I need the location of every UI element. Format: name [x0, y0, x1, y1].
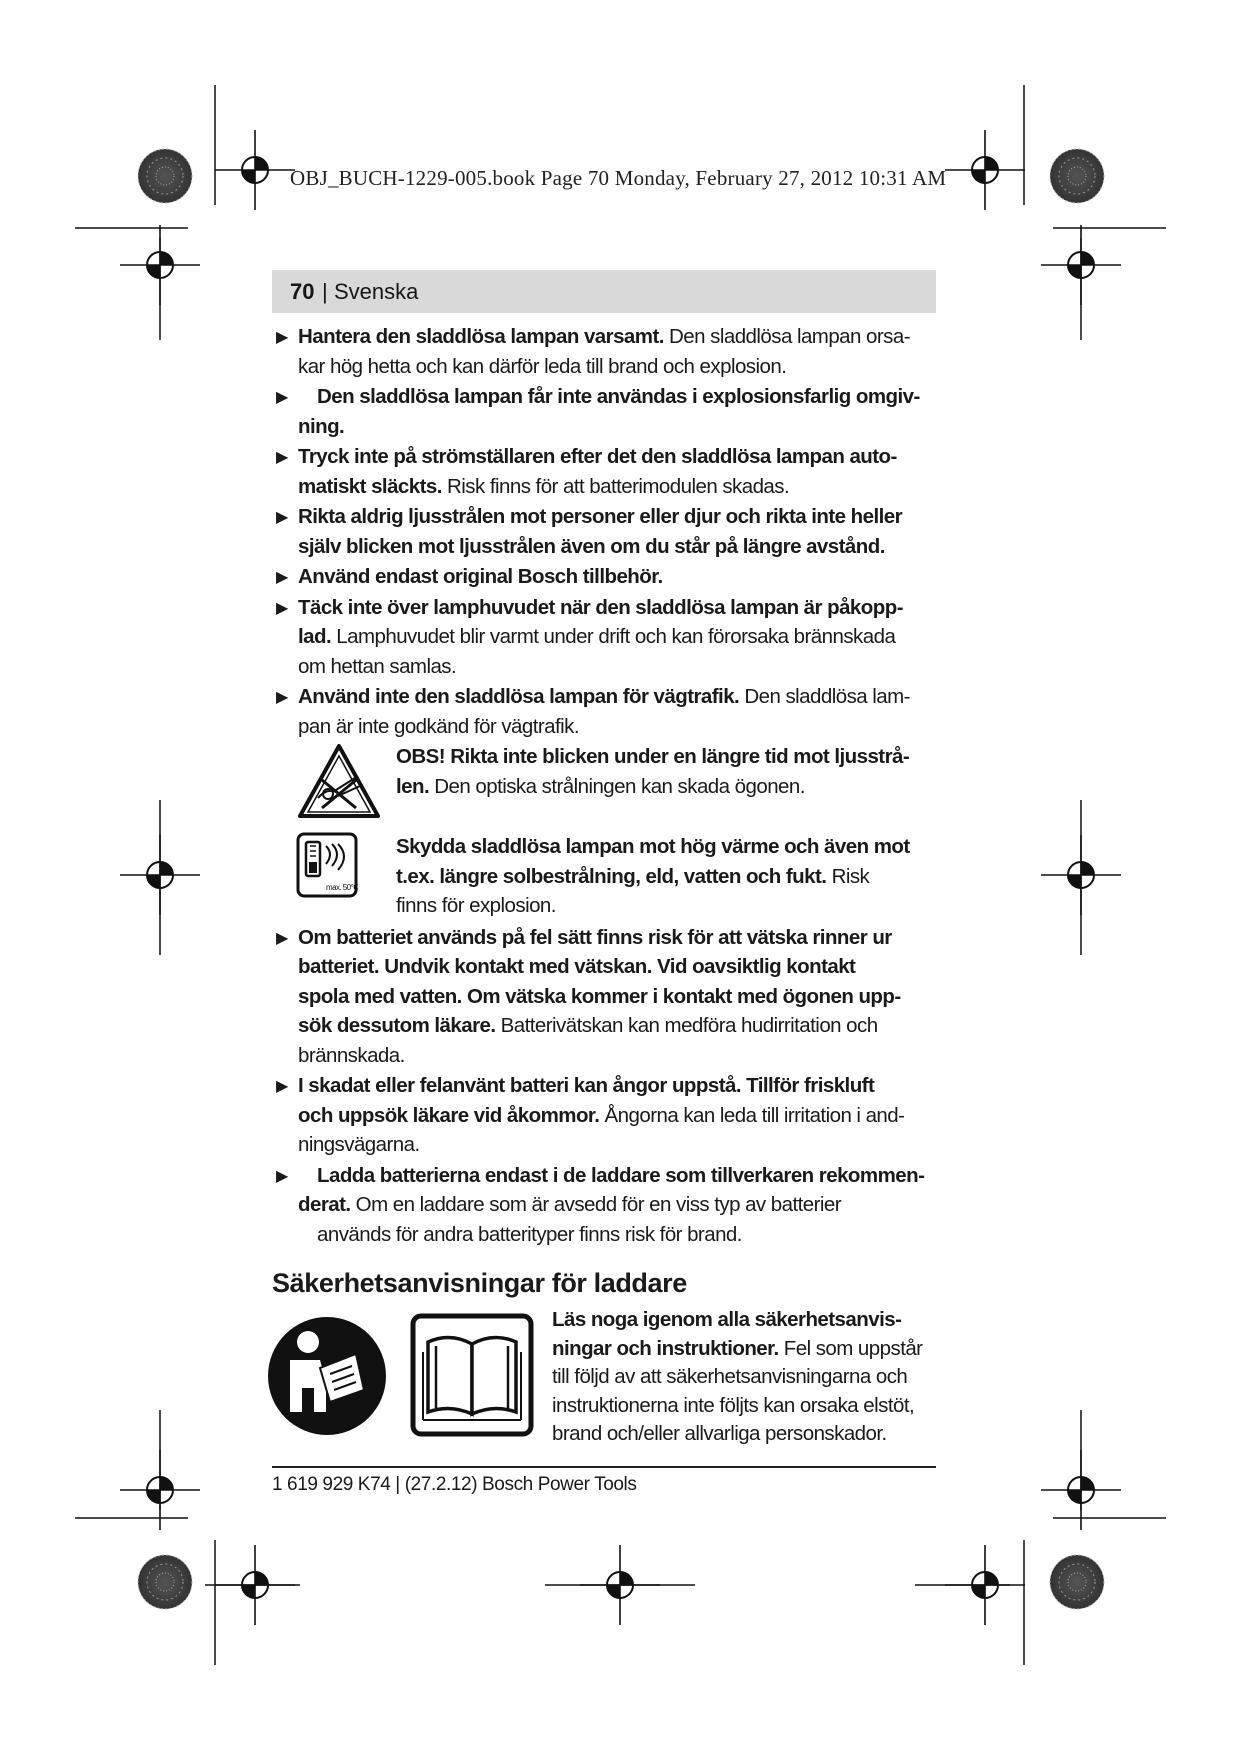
warning-item	[276, 593, 956, 682]
warning-text: Den sladdlösa lampan orsa- kar hög hetta och kan därför leda till brand och explosion.	[298, 325, 910, 378]
page-separator: |	[322, 279, 328, 304]
symbol-warning-item	[276, 832, 956, 921]
bullet-triangle-icon: ▶	[276, 449, 288, 466]
warning-bold-text: Täck inte över lamphuvudet när den sladdlösa lampan är påkopp- lad.	[298, 595, 903, 648]
symbol-warning-item	[276, 742, 956, 830]
bullet-triangle-icon: ▶	[276, 329, 288, 346]
warning-item	[276, 923, 956, 1071]
warning-item	[276, 322, 956, 381]
bullet-triangle-icon: ▶	[276, 599, 288, 617]
bullet-triangle-icon: ▶	[276, 1167, 288, 1185]
footer-rule	[272, 1466, 936, 1468]
book-file-header: OBJ_BUCH-1229-005.book Page 70 Monday, February 27, 2012 10:31 AM	[290, 166, 947, 190]
warning-item	[276, 1071, 956, 1160]
read-instructions-text	[552, 1306, 952, 1449]
page-footer: 1 619 929 K74 | (27.2.12) Bosch Power Tools	[272, 1474, 637, 1495]
warning-list-1	[276, 322, 956, 741]
bullet-triangle-icon: ▶	[276, 1078, 288, 1095]
warning-text: Risk finns för att batterimodulen skadas.	[441, 474, 790, 498]
warning-item	[276, 562, 956, 592]
warning-bold-text: Den sladdlösa lampan får inte användas i explosionsfarlig omgiv-	[317, 385, 920, 408]
heat-protection-icon	[296, 832, 358, 907]
warning-bold-text: Om batteriet används på fel sätt finns risk för att vätska rinner ur batteriet. Undvik kontakt med vätskan. Vid oavsiktlig kontakt spola med vatten. Om vätska kommer i kontakt med ögonen upp- sök dessutom läkare.	[298, 925, 901, 1037]
safety-warnings-body	[276, 322, 956, 1250]
warning-item	[276, 442, 956, 501]
warning-bold-text: Använd inte den sladdlösa lampan för vägtrafik.	[298, 685, 740, 708]
warning-item	[276, 502, 956, 561]
warning-item	[276, 382, 956, 441]
warning-text: Om en laddare som är avsedd för en viss typ av batterier används för andra batterityper finns risk för brand.	[317, 1193, 842, 1246]
warning-bold-text: I skadat eller felanvänt batteri kan ångor uppstå. Tillför friskluft och uppsök läkare vid åkommor.	[298, 1074, 875, 1127]
warning-bold-continuation: ning.	[298, 414, 345, 438]
heat-icon-label: max. 50°C	[326, 883, 358, 892]
page-number: 70	[290, 279, 315, 304]
warning-item	[276, 1161, 956, 1250]
bullet-triangle-icon: ▶	[276, 389, 288, 406]
warning-bold-text: Ladda batterierna endast i de laddare som tillverkaren rekommen-	[317, 1163, 925, 1187]
read-instructions-rest: Fel som uppstår till följd av att säkerhetsanvisningarna och instruktionerna inte följts kan orsaka elstöt, brand och/eller allvarliga personskador.	[552, 1336, 923, 1445]
page-header-band	[272, 270, 936, 313]
read-instructions-bold: Läs noga igenom alla säkerhetsanvis- ningar och instruktioner.	[552, 1308, 902, 1360]
warning-bold-text: Tryck inte på strömställaren efter det den sladdlösa lampan auto- matiskt släckts.	[298, 445, 897, 498]
warning-text: Risk finns för explosion.	[396, 864, 870, 917]
warning-bold-text: Använd endast original Bosch tillbehör.	[298, 565, 663, 588]
page-section-title: Svenska	[334, 279, 419, 304]
warning-text: Den optiska strålningen kan skada ögonen.	[429, 774, 805, 798]
section-heading: Säkerhetsanvisningar för laddare	[272, 1268, 687, 1298]
read-manual-person-icon	[268, 1317, 386, 1435]
warning-text: Den sladdlösa lam- pan är inte godkänd för vägtrafik.	[298, 685, 910, 738]
warning-list-2	[276, 923, 956, 1250]
bullet-triangle-icon: ▶	[276, 509, 288, 526]
warning-bold-text: OBS! Rikta inte blicken under en längre tid mot ljusstrå- len.	[396, 745, 910, 798]
bullet-triangle-icon: ▶	[276, 569, 288, 586]
laser-warning-icon	[296, 742, 382, 831]
warning-text: Batterivätskan kan medföra hudirritation och brännskada.	[298, 1014, 878, 1067]
bullet-triangle-icon: ▶	[276, 689, 288, 706]
warning-bold-text: Hantera den sladdlösa lampan varsamt.	[298, 325, 664, 348]
symbol-warning-list	[276, 742, 956, 921]
warning-bold-text: Skydda sladdlösa lampan mot hög värme och även mot t.ex. längre solbestrålning, eld, vatten och fukt.	[396, 835, 910, 888]
warning-bold-text: Rikta aldrig ljusstrålen mot personer eller djur och rikta inte heller själv blicken mot ljusstrålen även om du står på längre avstånd.	[298, 505, 903, 558]
warning-text: Lamphuvudet blir varmt under drift och kan förorsaka brännskada om hettan samlas.	[298, 625, 896, 678]
warning-bold-continuation: derat.	[298, 1193, 351, 1216]
warning-item	[276, 682, 956, 741]
read-manual-icons	[268, 1312, 538, 1447]
open-book-icon	[413, 1316, 531, 1434]
bullet-triangle-icon: ▶	[276, 929, 288, 947]
warning-text: Ångorna kan leda till irritation i and- ningsvägarna.	[298, 1103, 905, 1156]
